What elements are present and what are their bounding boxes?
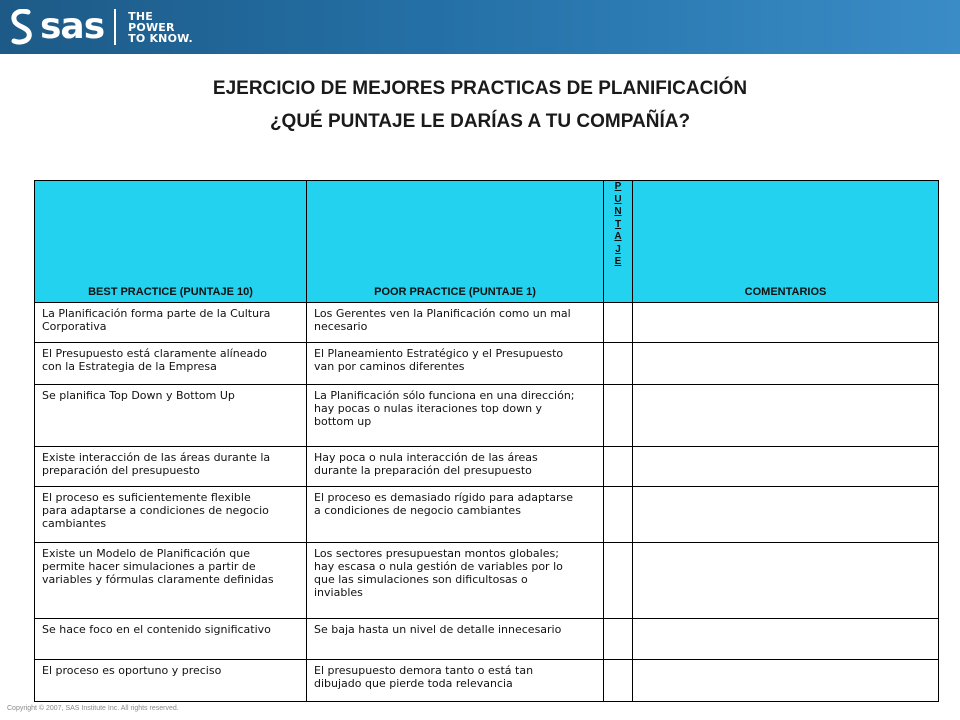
comentarios-cell[interactable] <box>633 343 939 385</box>
copyright-footer: Copyright © 2007, SAS Institute Inc. All rights reserved. <box>7 705 179 712</box>
table-row <box>35 343 939 385</box>
comentarios-cell[interactable] <box>633 385 939 447</box>
puntaje-letter: T <box>614 218 622 230</box>
puntaje-cell[interactable] <box>604 385 633 447</box>
puntaje-letter: U <box>614 193 622 205</box>
sas-swirl-icon <box>8 9 36 45</box>
puntaje-letter: P <box>614 181 622 192</box>
page-subtitle: ¿QUÉ PUNTAJE LE DARÍAS A TU COMPAÑÍA? <box>269 111 691 132</box>
tagline-line-3: TO KNOW. <box>128 31 193 45</box>
puntaje-cell[interactable] <box>604 343 633 385</box>
poor-practice-cell: Los sectores presupuestan montos globales; hay escasa o nula gestión de variables por lo que las simulaciones son dificultosas o inviables <box>307 543 604 619</box>
puntaje-cell[interactable] <box>604 619 633 660</box>
header-best-practice: BEST PRACTICE (PUNTAJE 10) <box>35 181 307 303</box>
poor-practice-cell: La Planificación sólo funciona en una dirección; hay pocas o nulas iteraciones top down y bottom up <box>307 385 604 447</box>
comentarios-cell[interactable] <box>633 303 939 343</box>
puntaje-cell[interactable] <box>604 660 633 702</box>
comentarios-cell[interactable] <box>633 487 939 543</box>
puntaje-cell[interactable] <box>604 543 633 619</box>
tagline <box>128 11 193 44</box>
table-row <box>35 385 939 447</box>
puntaje-cell[interactable] <box>604 447 633 487</box>
header-comentarios: COMENTARIOS <box>633 181 939 303</box>
table-row <box>35 447 939 487</box>
header-puntaje <box>604 181 633 303</box>
logo-divider <box>114 9 116 45</box>
puntaje-cell[interactable] <box>604 303 633 343</box>
puntaje-cell[interactable] <box>604 487 633 543</box>
poor-practice-cell: El proceso es demasiado rígido para adaptarse a condiciones de negocio cambiantes <box>307 487 604 543</box>
best-practice-cell: El proceso es suficientemente flexible para adaptarse a condiciones de negocio cambiantes <box>35 487 307 543</box>
best-practice-cell: Existe un Modelo de Planificación que permite hacer simulaciones a partir de variables y fórmulas claramente definidas <box>35 543 307 619</box>
poor-practice-cell: El Planeamiento Estratégico y el Presupuesto van por caminos diferentes <box>307 343 604 385</box>
poor-practice-cell: El presupuesto demora tanto o está tan dibujado que pierde toda relevancia <box>307 660 604 702</box>
best-practice-cell: El proceso es oportuno y preciso <box>35 660 307 702</box>
header-bar <box>0 0 960 54</box>
header-poor-practice: POOR PRACTICE (PUNTAJE 1) <box>307 181 604 303</box>
page-title: EJERCICIO DE MEJORES PRACTICAS DE PLANIFICACIÓN <box>212 78 748 99</box>
table-row <box>35 543 939 619</box>
comentarios-cell[interactable] <box>633 619 939 660</box>
puntaje-letter: N <box>614 206 622 217</box>
poor-practice-cell: Los Gerentes ven la Planificación como un mal necesario <box>307 303 604 343</box>
puntaje-letter: E <box>614 256 622 267</box>
best-practice-cell: El Presupuesto está claramente alíneado con la Estrategia de la Empresa <box>35 343 307 385</box>
table-row <box>35 619 939 660</box>
comentarios-cell[interactable] <box>633 447 939 487</box>
tagline-line-1: THE <box>128 9 153 23</box>
table-row <box>35 660 939 702</box>
puntaje-letter: J <box>615 243 621 255</box>
table-row <box>35 487 939 543</box>
practices-table <box>34 180 939 702</box>
poor-practice-cell: Hay poca o nula interacción de las áreas durante la preparación del presupuesto <box>307 447 604 487</box>
puntaje-letter: A <box>614 231 622 242</box>
best-practice-cell: Existe interacción de las áreas durante la preparación del presupuesto <box>35 447 307 487</box>
best-practice-cell: Se hace foco en el contenido significativo <box>35 619 307 660</box>
table-header-row <box>35 181 939 303</box>
tagline-line-2: POWER <box>128 20 175 34</box>
sas-logo <box>8 6 193 48</box>
table-row <box>35 303 939 343</box>
logo-text: sas <box>40 6 105 47</box>
comentarios-cell[interactable] <box>633 660 939 702</box>
comentarios-cell[interactable] <box>633 543 939 619</box>
best-practice-cell: La Planificación forma parte de la Cultura Corporativa <box>35 303 307 343</box>
poor-practice-cell: Se baja hasta un nivel de detalle innecesario <box>307 619 604 660</box>
best-practice-cell: Se planifica Top Down y Bottom Up <box>35 385 307 447</box>
